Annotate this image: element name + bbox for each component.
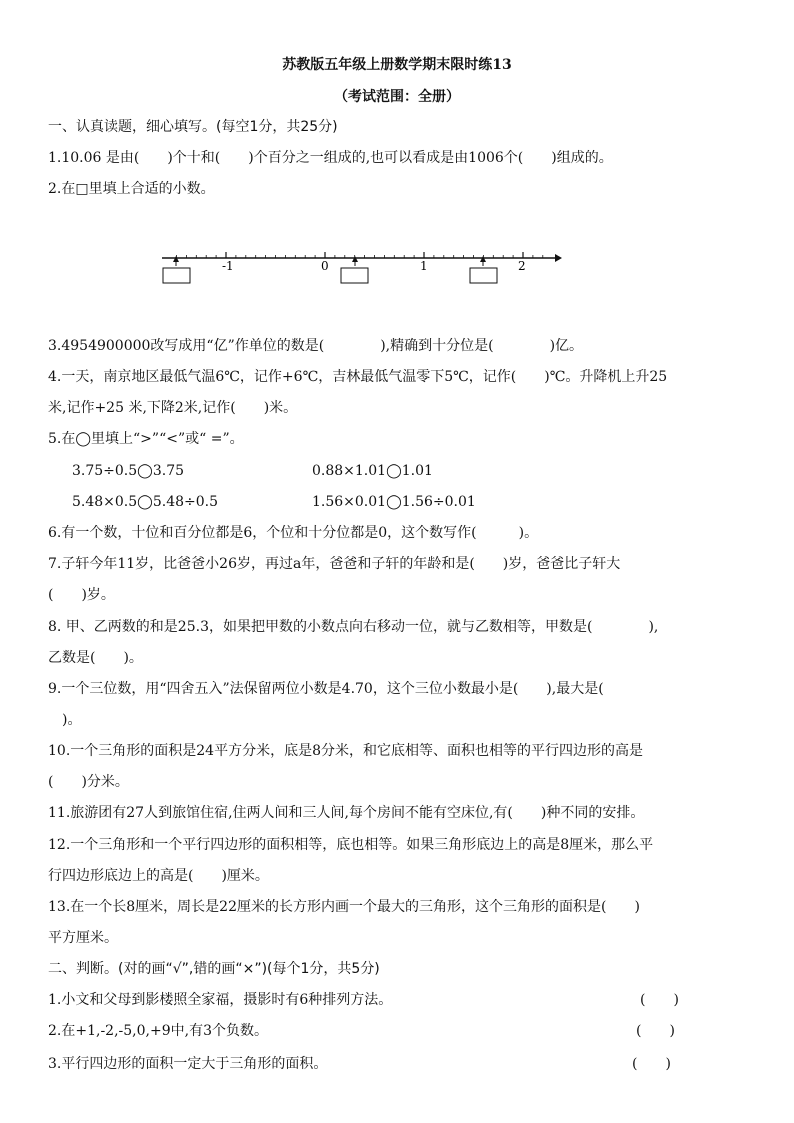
question-line: 5.在◯里填上“>”“<”或“ =”。 <box>48 431 244 447</box>
question-line: 10.一个三角形的面积是24平方分米，底是8分米，和它底相等、面积也相等的平行四边形的高是 <box>48 743 643 759</box>
judge-item: 3.平行四边形的面积一定大于三角形的面积。 <box>48 1056 328 1072</box>
tick-label: 2 <box>518 259 526 273</box>
question-line: 13.在一个长8厘米，周长是22厘米的长方形内画一个最大的三角形，这个三角形的面积是( ) <box>48 899 640 915</box>
question-line: 4.一天，南京地区最低气温6℃，记作+6℃，吉林最低气温零下5℃，记作( )℃。升降机上升25 <box>48 369 668 385</box>
question-line: 1.10.06 是由( )个十和( )个百分之一组成的,也可以看成是由1006个( )组成的。 <box>48 150 613 166</box>
pointer-arrowhead <box>352 256 358 262</box>
question-line: 9.一个三位数，用“四舍五入”法保留两位小数是4.70，这个三位小数最小是( ),最大是( <box>48 681 604 697</box>
tick-label: 0 <box>321 259 329 273</box>
judge-answer-paren: ( ) <box>636 1023 675 1039</box>
pointer-arrowhead <box>480 256 486 262</box>
question-line: 2.在□里填上合适的小数。 <box>48 181 215 197</box>
question-line: 平方厘米。 <box>48 930 118 946</box>
answer-box <box>341 268 368 283</box>
question-line: 11.旅游团有27人到旅馆住宿,住两人间和三人间,每个房间不能有空床位,有( )种不同的安排。 <box>48 805 645 821</box>
answer-box <box>163 268 190 283</box>
page-title: 苏教版五年级上册数学期末限时练13 <box>282 57 512 73</box>
question-line: )。 <box>48 712 82 728</box>
tick-label: 1 <box>420 259 428 273</box>
section1-heading: 一、认真读题，细心填写。(每空1分，共25分) <box>48 119 338 135</box>
question-line: 7.子轩今年11岁，比爸爸小26岁，再过a年，爸爸和子轩的年龄和是( )岁，爸爸比子轩大 <box>48 556 621 572</box>
judge-answer-paren: ( ) <box>632 1056 671 1072</box>
compare-item: 1.56×0.01◯1.56÷0.01 <box>312 494 476 510</box>
tick-label: -1 <box>222 259 234 273</box>
question-line: ( )岁。 <box>48 587 115 603</box>
judge-item: 1.小文和父母到影楼照全家福，摄影时有6种排列方法。 <box>48 992 393 1008</box>
question-line: 8. 甲、乙两数的和是25.3，如果把甲数的小数点向右移动一位，就与乙数相等，甲数是( ), <box>48 619 659 635</box>
question-line: 乙数是( )。 <box>48 650 143 666</box>
number-line-arrow <box>555 254 562 262</box>
pointer-arrowhead <box>173 256 179 262</box>
compare-item: 0.88×1.01◯1.01 <box>312 463 433 479</box>
question-line: 12.一个三角形和一个平行四边形的面积相等，底也相等。如果三角形底边上的高是8厘米，那么平 <box>48 837 654 853</box>
number-line <box>150 236 570 296</box>
question-line: 3.4954900000改写成用“亿”作单位的数是( ),精确到十分位是( )亿。 <box>48 338 584 354</box>
page-subtitle: （考试范围：全册） <box>334 89 460 105</box>
question-line: 行四边形底边上的高是( )厘米。 <box>48 868 269 884</box>
question-line: 米,记作+25 米,下降2米,记作( )米。 <box>48 400 298 416</box>
compare-item: 3.75÷0.5◯3.75 <box>72 463 185 479</box>
answer-box <box>470 268 497 283</box>
judge-item: 2.在+1,-2,-5,0,+9中,有3个负数。 <box>48 1023 268 1039</box>
compare-item: 5.48×0.5◯5.48÷0.5 <box>72 494 219 510</box>
question-line: ( )分米。 <box>48 774 129 790</box>
number-line-ticks <box>177 252 543 258</box>
question-line: 6.有一个数，十位和百分位都是6，个位和十分位都是0，这个数写作( )。 <box>48 525 539 541</box>
judge-answer-paren: ( ) <box>640 992 679 1008</box>
section2-heading: 二、判断。(对的画“√”,错的画“×”)(每个1分，共5分) <box>48 961 380 977</box>
